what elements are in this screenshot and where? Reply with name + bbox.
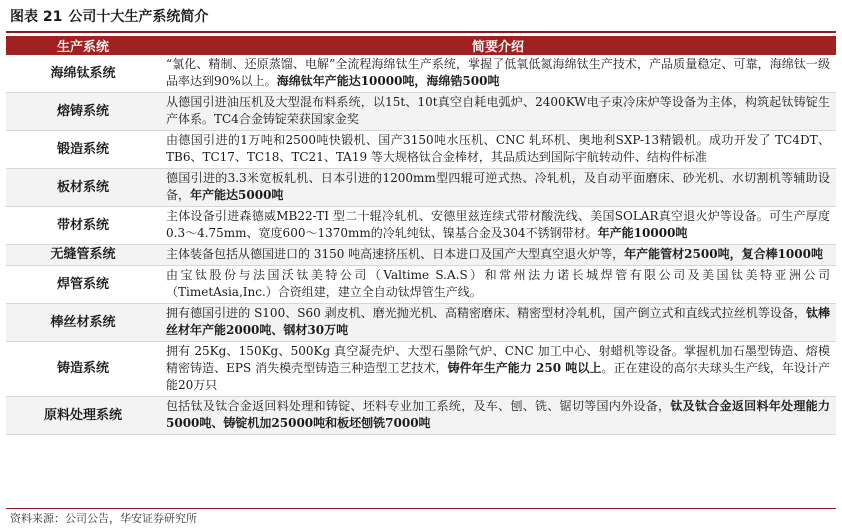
- system-description: 拥有 25Kg、150Kg、500Kg 真空凝壳炉、大型石墨除气炉、CNC 加工中心、射蜡机等设备。掌握机加石墨型铸造、熔模精密铸造、EPS 消失模壳型铸造三种造型工艺技术，铸件年生产能力 250 吨以上。正在建设的高尔夫球头生产线，年设计产能20万只: [160, 342, 836, 397]
- system-name: 原料处理系统: [6, 397, 160, 435]
- table-row: [6, 304, 836, 342]
- table-row: [6, 169, 836, 207]
- system-name: 板材系统: [6, 169, 160, 207]
- system-description: 由德国引进的1万吨和2500吨快锻机、国产3150吨水压机、CNC 轧环机、奥地利SXP-13精锻机。成功开发了 TC4DT、TB6、TC17、TC18、TC21、TA19 等大规格钛合金棒材，其品质达到国际宇航转动件、结构件标准: [160, 131, 836, 169]
- system-name: 棒丝材系统: [6, 304, 160, 342]
- capacity-highlight: 年产能达5000吨: [190, 188, 284, 202]
- system-name: 焊管系统: [6, 266, 160, 304]
- capacity-highlight: 钛及钛合金返回料年处理能力5000吨、铸锭机加25000吨和板坯刨铣7000吨: [166, 399, 830, 430]
- system-description: 由宝钛股份与法国沃钛美特公司（Valtime S.A.S）和常州法力诺长城焊管有限公司及美国钛美特亚洲公司（TimetAsia,Inc.）合资组建，建立全自动钛焊管生产线。: [160, 266, 836, 304]
- table-row: [6, 342, 836, 397]
- source-note: 资料来源：公司公告，华安证券研究所: [10, 512, 197, 525]
- capacity-highlight: 年产能10000吨: [597, 226, 688, 240]
- system-description: 主体装备包括从德国进口的 3150 吨高速挤压机、日本进口及国产大型真空退火炉等，年产能管材2500吨，复合棒1000吨: [160, 245, 836, 266]
- system-description: 拥有德国引进的 S100、S60 剥皮机、磨光抛光机、高精密磨床、精密型材冷轧机，国产倒立式和直线式拉丝机等设备，钛棒丝材年产能2000吨、钢材30万吨: [160, 304, 836, 342]
- table-row: [6, 207, 836, 245]
- system-description: 主体设备引进森德威MB22-TI 型二十辊冷轧机、安德里兹连续式带材酸洗线、美国SOLAR真空退火炉等设备。可生产厚度0.3～4.75mm、宽度600～1370mm的冷轧纯钛、镍基合金及304不锈钢带材。年产能10000吨: [160, 207, 836, 245]
- title-rule: [6, 31, 836, 33]
- system-description: 包括钛及钛合金返回料处理和铸锭、坯料专业加工系统，及车、刨、铣、锯切等国内外设备，钛及钛合金返回料年处理能力5000吨、铸锭机加25000吨和板坯刨铣7000吨: [160, 397, 836, 435]
- table-row: [6, 93, 836, 131]
- figure-caption: 公司十大生产系统简介: [68, 9, 209, 25]
- system-name: 铸造系统: [6, 342, 160, 397]
- header-description: 简要介绍: [160, 36, 836, 55]
- system-name: 无缝管系统: [6, 245, 160, 266]
- system-description: 德国引进的3.3米宽板轧机、日本引进的1200mm型四辊可逆式热、冷轧机，及自动平面磨床、砂光机、水切割机等辅助设备，年产能达5000吨: [160, 169, 836, 207]
- header-system: 生产系统: [6, 36, 160, 55]
- figure-title: [10, 6, 214, 28]
- table-row: [6, 245, 836, 266]
- system-name: 熔铸系统: [6, 93, 160, 131]
- system-name: 海绵钛系统: [6, 55, 160, 93]
- capacity-highlight: 海绵钛年产能达10000吨，海绵锆500吨: [276, 74, 500, 88]
- system-description: “氯化、精制、还原蒸馏、电解”全流程海绵钛生产系统，掌握了低氧低氮海绵钛生产技术，产品质量稳定、可靠，海绵钛一级品率达到90%以上。海绵钛年产能达10000吨，海绵锆500吨: [160, 55, 836, 93]
- bottom-rule: [6, 508, 836, 509]
- system-description: 从德国引进油压机及大型混布料系统，以15t、10t真空自耗电弧炉、2400KW电子束冷床炉等设备为主体，构筑起钛铸锭生产体系。TC4合金铸锭荣获国家金奖: [160, 93, 836, 131]
- system-name: 带材系统: [6, 207, 160, 245]
- table-row: [6, 397, 836, 435]
- capacity-highlight: 钛棒丝材年产能2000吨、钢材30万吨: [166, 306, 830, 337]
- table-row: [6, 55, 836, 93]
- capacity-highlight: 铸件年生产能力 250 吨以上: [447, 361, 602, 375]
- production-systems-table: [6, 36, 836, 435]
- table-header-row: [6, 36, 836, 55]
- system-name: 锻造系统: [6, 131, 160, 169]
- table-row: [6, 266, 836, 304]
- table-row: [6, 131, 836, 169]
- capacity-highlight: 年产能管材2500吨，复合棒1000吨: [624, 247, 823, 261]
- figure-label: 图表 21: [10, 9, 63, 25]
